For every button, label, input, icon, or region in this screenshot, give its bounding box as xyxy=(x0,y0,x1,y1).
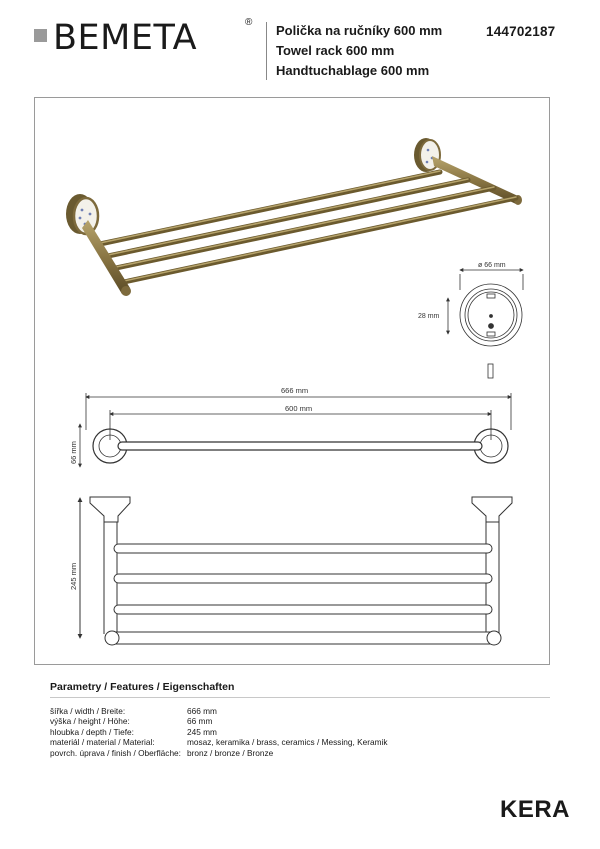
flange-depth-label: 28 mm xyxy=(418,313,440,320)
parameters-title: Parametry / Features / Eigenschaften xyxy=(50,681,235,693)
spec-value: 666 mm xyxy=(187,706,217,716)
height-label: 66 mm xyxy=(69,441,78,464)
spec-row xyxy=(50,727,388,737)
spec-row xyxy=(50,706,388,716)
title-czech: Polička na ručníky 600 mm xyxy=(276,23,443,38)
bar-width-label: 600 mm xyxy=(285,404,313,413)
spec-label: výška / height / Höhe: xyxy=(50,716,130,727)
spec-label: šířka / width / Breite: xyxy=(50,706,126,716)
spec-label: povrch. úprava / finish / Oberfläche: xyxy=(50,747,181,758)
registered-mark: ® xyxy=(245,17,253,28)
spec-row xyxy=(50,716,388,726)
parameters-divider xyxy=(50,697,550,698)
spec-table xyxy=(50,706,388,758)
title-german: Handtuchablage 600 mm xyxy=(276,63,430,78)
spec-value: 245 mm xyxy=(187,726,217,737)
spec-label: hloubka / depth / Tiefe: xyxy=(50,726,134,737)
spec-value: bronz / bronze / Bronze xyxy=(187,747,274,758)
spec-row xyxy=(50,737,388,747)
title-english: Towel rack 600 mm xyxy=(276,43,395,58)
overall-width-label: 666 mm xyxy=(281,386,309,395)
spec-label: materiál / material / Material: xyxy=(50,737,155,748)
spec-row xyxy=(50,748,388,758)
flange-diameter-label: ø 66 mm xyxy=(478,262,506,269)
product-photo xyxy=(66,138,522,296)
spec-value: 66 mm xyxy=(187,716,213,727)
left-wall-flange xyxy=(66,194,131,296)
brand-logo: BEMETA xyxy=(53,18,198,58)
spec-value: mosaz, keramika / brass, ceramics / Messing, Keramik xyxy=(187,737,388,748)
product-code: 144702187 xyxy=(486,24,556,39)
side-view xyxy=(80,497,512,645)
depth-label: 245 mm xyxy=(69,562,78,590)
series-name: KERA xyxy=(500,796,571,823)
flange-detail xyxy=(448,270,523,378)
